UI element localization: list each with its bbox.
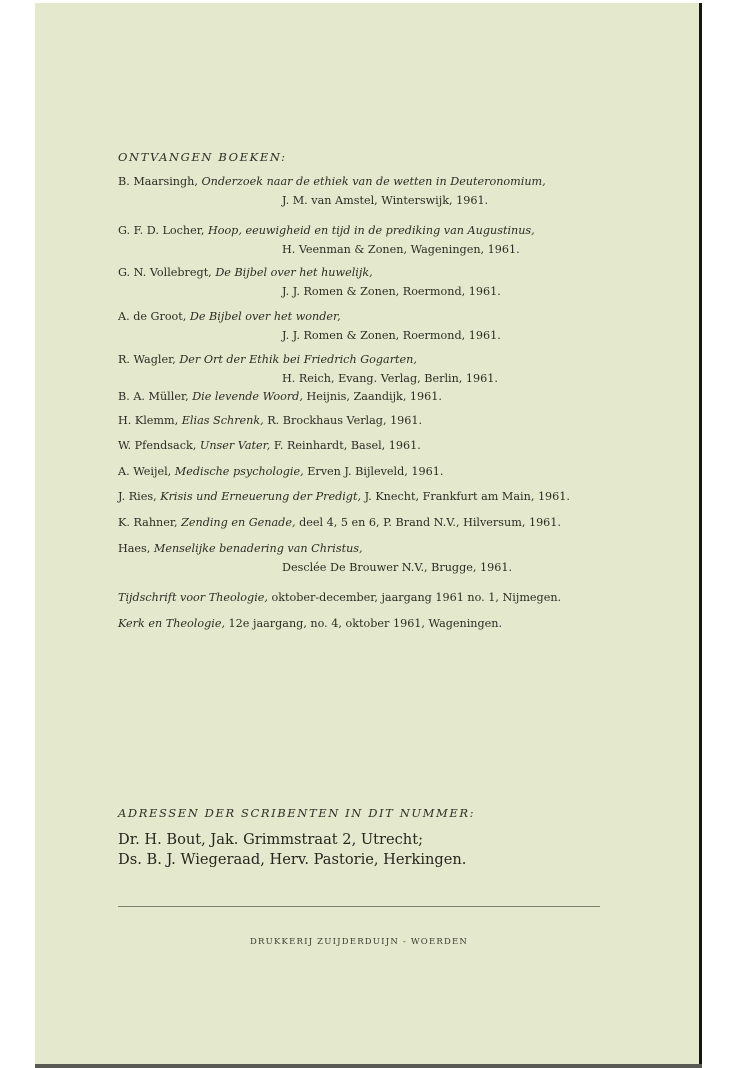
entry-author: Haes, [118, 542, 154, 555]
book-entry [118, 513, 618, 532]
entry-author: G. F. D. Locher, [118, 224, 208, 237]
entry-title: Kerk en Theologie, [118, 617, 225, 630]
entry-rest: oktober-december, jaargang 1961 no. 1, Nijmegen. [267, 591, 562, 604]
entry-publisher: H. Veenman & Zonen, Wageningen, 1961. [282, 243, 520, 256]
address-line: Ds. B. J. Wiegeraad, Herv. Pastorie, Herkingen. [118, 851, 467, 868]
book-entry [118, 436, 618, 455]
entry-title: Die levende Woord, [192, 390, 303, 403]
periodical-entry [118, 588, 618, 607]
entry-author: B. Maarsingh, [118, 175, 202, 188]
entry-author: K. Rahner, [118, 516, 182, 529]
entry-title: Hoop, eeuwigheid en tijd in de prediking van Augustinus, [207, 224, 535, 237]
scan-edge-bottom [35, 1064, 702, 1068]
address-block [118, 830, 466, 870]
entry-rest: Erven J. Bijleveld, 1961. [303, 465, 444, 478]
entry-publisher: J. J. Romen & Zonen, Roermond, 1961. [282, 285, 501, 298]
printer-imprint: DRUKKERIJ ZUIJDERDUIJN - WOERDEN [249, 937, 469, 947]
entry-rest: Heijnis, Zaandijk, 1961. [302, 390, 442, 403]
book-entry [118, 411, 618, 430]
entry-author: A. de Groot, [118, 310, 190, 323]
book-entry [118, 263, 618, 301]
scan-edge-right [699, 3, 702, 1066]
entry-rest: F. Reinhardt, Basel, 1961. [270, 439, 421, 452]
entry-author: H. Klemm, [118, 414, 182, 427]
entry-publisher: Desclée De Brouwer N.V., Brugge, 1961. [282, 561, 513, 574]
entry-title: Zending en Genade, [181, 516, 296, 529]
entry-title: Elias Schrenk, [181, 414, 264, 427]
entry-author: G. N. Vollebregt, [118, 266, 216, 279]
entry-publisher: H. Reich, Evang. Verlag, Berlin, 1961. [282, 372, 498, 385]
entry-title: Krisis und Erneuerung der Predigt, [160, 490, 362, 503]
entry-title: Menselijke benadering van Christus, [153, 542, 363, 555]
book-entry [118, 539, 618, 577]
entry-title: De Bijbel over het huwelijk, [215, 266, 373, 279]
entry-author: B. A. Müller, [118, 390, 193, 403]
entry-title: Tijdschrift voor Theologie, [118, 591, 268, 604]
authors-addresses-heading: ADRESSEN DER SCRIBENTEN IN DIT NUMMER: [118, 806, 476, 820]
entry-author: R. Wagler, [118, 353, 180, 366]
book-entry [118, 487, 618, 506]
entry-title: Medische psychologie, [174, 465, 304, 478]
book-entry [118, 307, 618, 345]
book-entry [118, 350, 618, 388]
book-entry [118, 172, 618, 210]
entry-title: Unser Vater, [199, 439, 271, 452]
entry-title: Der Ort der Ethik bei Friedrich Gogarten, [179, 353, 417, 366]
book-entry [118, 387, 618, 406]
entry-rest: R. Brockhaus Verlag, 1961. [263, 414, 423, 427]
entry-rest: J. Knecht, Frankfurt am Main, 1961. [361, 490, 570, 503]
entry-rest: 12e jaargang, no. 4, oktober 1961, Wageningen. [225, 617, 503, 630]
entry-author: A. Weijel, [118, 465, 175, 478]
book-entry [118, 462, 618, 481]
entry-publisher: J. M. van Amstel, Winterswijk, 1961. [282, 194, 489, 207]
entry-title: Onderzoek naar de ethiek van de wetten in Deuteronomium, [201, 175, 546, 188]
entry-title: De Bijbel over het wonder, [189, 310, 341, 323]
address-line: Dr. H. Bout, Jak. Grimmstraat 2, Utrecht; [118, 831, 423, 848]
entry-publisher: J. J. Romen & Zonen, Roermond, 1961. [282, 329, 501, 342]
periodical-entry [118, 614, 618, 633]
entry-author: J. Ries, [118, 490, 161, 503]
received-books-heading: ONTVANGEN BOEKEN: [118, 150, 287, 164]
entry-author: W. Pfendsack, [118, 439, 200, 452]
divider [118, 906, 600, 907]
entry-rest: deel 4, 5 en 6, P. Brand N.V., Hilversum, 1961. [295, 516, 561, 529]
book-entry [118, 221, 618, 259]
